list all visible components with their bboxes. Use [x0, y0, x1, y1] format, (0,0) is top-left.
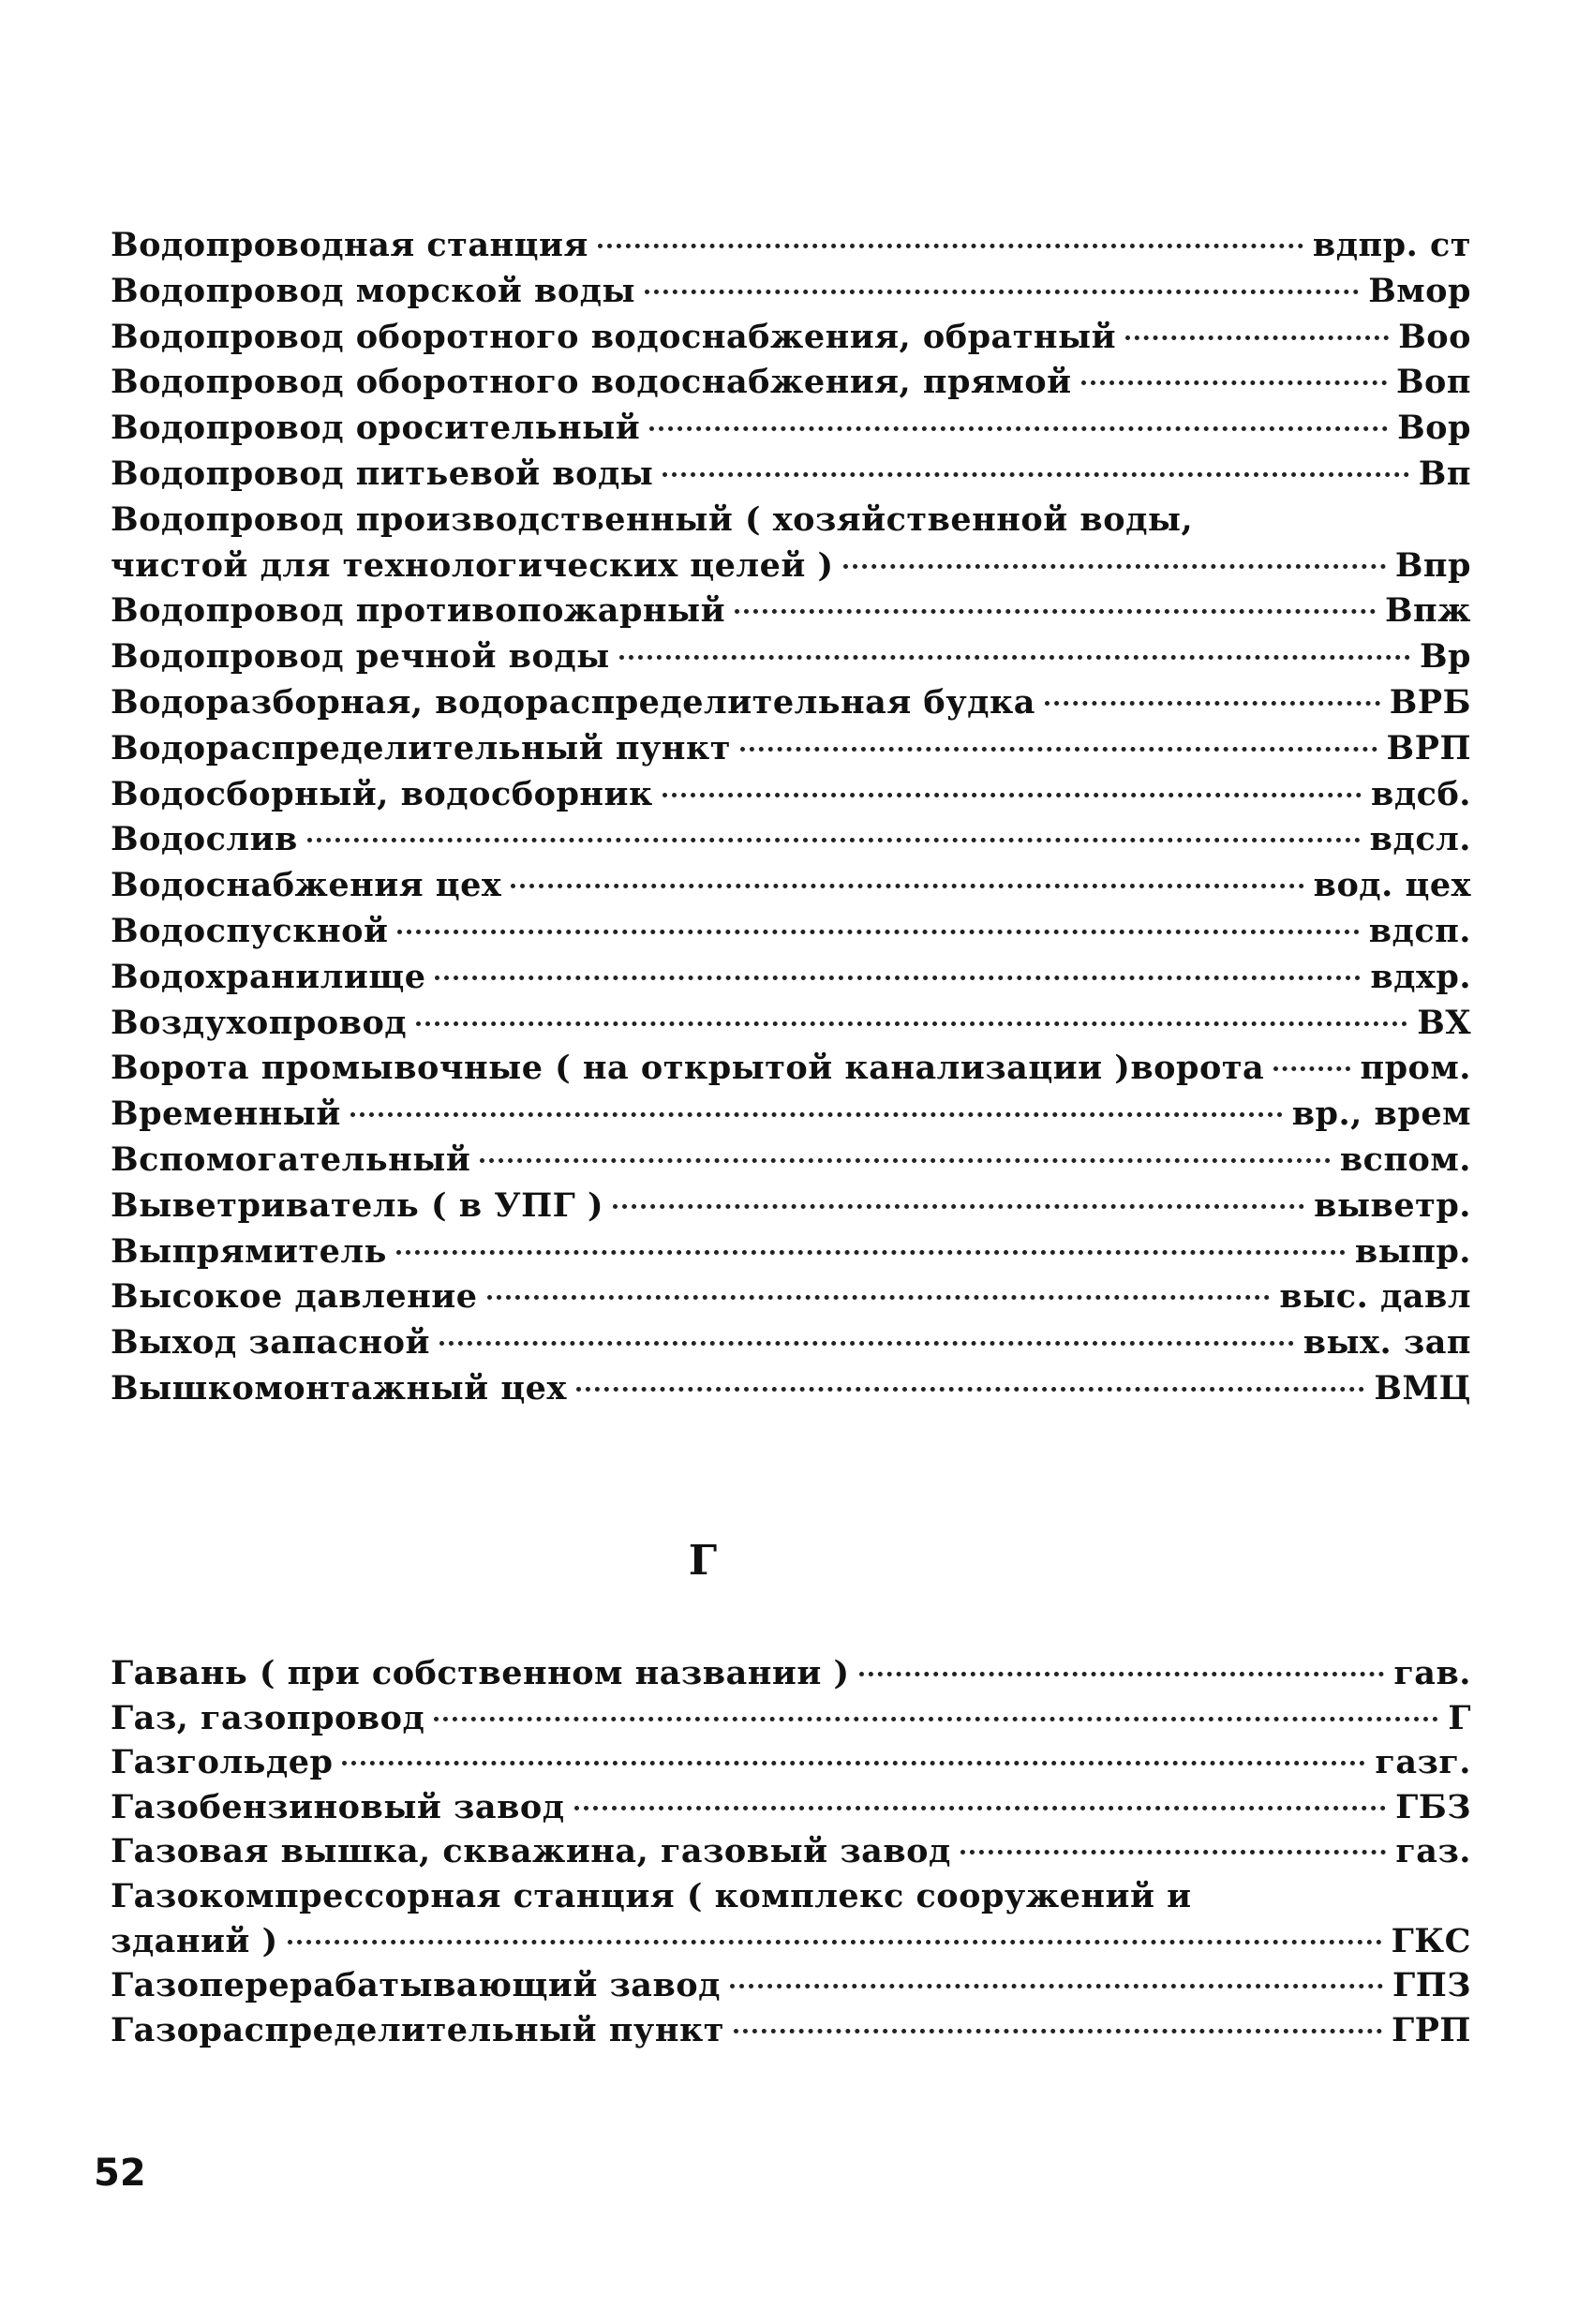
- entry-term: Газоперерабатывающий завод: [111, 1966, 721, 2005]
- entry-abbreviation: вспом.: [1339, 1140, 1471, 1179]
- glossary-entry: [111, 498, 1471, 544]
- entry-abbreviation: Воо: [1398, 317, 1471, 356]
- entry-abbreviation: ГПЗ: [1392, 1966, 1471, 2005]
- dot-leader: [396, 1250, 1346, 1255]
- entry-abbreviation: газг.: [1375, 1743, 1471, 1782]
- entry-abbreviation: Впр: [1394, 545, 1471, 585]
- dot-leader: [613, 1204, 1304, 1209]
- dot-leader: [1045, 701, 1380, 706]
- entry-term: Высокое давление: [111, 1277, 478, 1317]
- glossary-entry: [111, 772, 1471, 818]
- entry-abbreviation: ГРП: [1391, 2010, 1471, 2049]
- entry-term: Водопровод противопожарный: [111, 591, 726, 631]
- entry-abbreviation: ВМЦ: [1374, 1368, 1471, 1408]
- entry-term: Временный: [111, 1095, 341, 1134]
- dot-leader: [649, 426, 1388, 431]
- section-g-list: [111, 1651, 1471, 2052]
- glossary-entry: [111, 1092, 1471, 1138]
- glossary-entry: [111, 269, 1471, 315]
- glossary-entry: [111, 955, 1471, 1001]
- entry-term: Водопровод оборотного водоснабжения, обратный: [111, 317, 1117, 356]
- entry-abbreviation: выс. давл: [1279, 1277, 1471, 1317]
- glossary-entry: [111, 544, 1471, 589]
- glossary-entry: [111, 406, 1471, 452]
- entry-abbreviation: Впж: [1384, 591, 1471, 631]
- glossary-entry: [111, 1138, 1471, 1184]
- entry-term: Водопровод морской воды: [111, 271, 636, 310]
- entry-abbreviation: вдпр. ст: [1312, 226, 1471, 264]
- entry-abbreviation: вых. зап: [1303, 1323, 1471, 1363]
- entry-term: чистой для технологических целей ): [111, 545, 834, 585]
- glossary-entry: [111, 2008, 1471, 2053]
- entry-abbreviation: вод. цех: [1313, 866, 1471, 905]
- dot-leader: [663, 472, 1408, 477]
- glossary-entry: [111, 1184, 1471, 1229]
- entry-term: Гавань ( при собственном названии ): [111, 1654, 850, 1692]
- glossary-entry: [111, 1229, 1471, 1275]
- dot-leader: [416, 1021, 1407, 1026]
- entry-abbreviation: газ.: [1395, 1832, 1471, 1871]
- entry-term: Ворота промывочные ( на открытой канализации )ворота: [111, 1049, 1265, 1088]
- glossary-entry: [111, 1963, 1471, 2008]
- dot-leader: [480, 1158, 1331, 1163]
- glossary-entry: [111, 726, 1471, 772]
- entry-term: Вышкомонтажный цех: [111, 1368, 567, 1408]
- entry-abbreviation: ГБЗ: [1395, 1787, 1471, 1826]
- entry-term: Водоснабжения цех: [111, 866, 502, 905]
- entry-abbreviation: ВРБ: [1389, 682, 1471, 722]
- glossary-entry: [111, 1366, 1471, 1412]
- dot-leader: [511, 884, 1303, 888]
- entry-term: Газовая вышка, скважина, газовый завод: [111, 1832, 951, 1871]
- dot-leader: [342, 1761, 1365, 1765]
- section-letter-g: Г: [688, 1537, 718, 1585]
- entry-term: Водопровод питьевой воды: [111, 454, 654, 493]
- glossary-entry: [111, 1785, 1471, 1830]
- dot-leader: [843, 564, 1386, 569]
- dot-leader: [1125, 335, 1389, 340]
- entry-term: Водопровод производственный ( хозяйственной воды,: [111, 499, 1194, 539]
- page-number: 52: [94, 2152, 146, 2195]
- dot-leader: [735, 609, 1376, 614]
- entry-term: Водохранилище: [111, 957, 426, 996]
- glossary-entry: [111, 223, 1471, 269]
- dot-leader: [307, 838, 1361, 842]
- dot-leader: [487, 1295, 1271, 1300]
- entry-term: Газобензиновый завод: [111, 1787, 565, 1826]
- glossary-entry: [111, 1919, 1471, 1964]
- dot-leader: [576, 1387, 1365, 1392]
- entry-abbreviation: пром.: [1360, 1049, 1471, 1088]
- entry-abbreviation: выпр.: [1354, 1231, 1471, 1271]
- glossary-entry: [111, 909, 1471, 955]
- entry-term: Водопровод оросительный: [111, 409, 641, 448]
- dot-leader: [663, 793, 1362, 797]
- entry-term: Водосборный, водосборник: [111, 774, 653, 813]
- glossary-entry: [111, 817, 1471, 863]
- entry-term: Выветриватель ( в УПГ ): [111, 1185, 604, 1225]
- entry-abbreviation: вдсл.: [1369, 820, 1471, 859]
- dot-leader: [397, 930, 1359, 934]
- entry-abbreviation: Вор: [1397, 409, 1471, 448]
- glossary-entry: [111, 1696, 1471, 1741]
- dot-leader: [439, 1341, 1294, 1346]
- dot-leader: [288, 1940, 1382, 1944]
- entry-term: Водопровод речной воды: [111, 637, 610, 677]
- entry-term: Водораспределительный пункт: [111, 728, 731, 767]
- entry-term: Газгольдер: [111, 1743, 334, 1782]
- entry-term: Водопровод оборотного водоснабжения, прямой: [111, 363, 1072, 402]
- glossary-entry: [111, 863, 1471, 909]
- glossary-entry: [111, 360, 1471, 406]
- entry-term: Выпрямитель: [111, 1231, 387, 1271]
- dot-leader: [730, 1984, 1383, 1989]
- dot-leader: [734, 2029, 1382, 2034]
- entry-term: Водослив: [111, 820, 298, 859]
- entry-term: зданий ): [111, 1921, 278, 1960]
- entry-abbreviation: вдсб.: [1371, 774, 1471, 813]
- entry-term: Водопроводная станция: [111, 226, 588, 264]
- glossary-entry: [111, 680, 1471, 726]
- entry-abbreviation: Вр: [1419, 637, 1471, 677]
- entry-abbreviation: выветр.: [1314, 1185, 1471, 1225]
- glossary-entry: [111, 1320, 1471, 1366]
- entry-abbreviation: вдхр.: [1370, 957, 1471, 996]
- dot-leader: [859, 1672, 1385, 1676]
- entry-term: Водоразборная, водораспределительная будка: [111, 682, 1035, 722]
- entry-term: Газ, газопровод: [111, 1698, 425, 1737]
- glossary-entry: [111, 452, 1471, 498]
- entry-abbreviation: Вп: [1418, 454, 1471, 493]
- entry-term: Газокомпрессорная станция ( комплекс сооружений и: [111, 1876, 1192, 1915]
- glossary-entry: [111, 1274, 1471, 1320]
- entry-term: Воздухопровод: [111, 1003, 408, 1042]
- entry-abbreviation: ВХ: [1417, 1003, 1471, 1042]
- dot-leader: [1273, 1066, 1350, 1071]
- glossary-entry: [111, 1046, 1471, 1092]
- dot-leader: [960, 1850, 1387, 1855]
- entry-abbreviation: ВРП: [1386, 728, 1471, 767]
- glossary-entry: [111, 634, 1471, 680]
- entry-term: Водоспускной: [111, 911, 389, 950]
- dot-leader: [598, 244, 1303, 248]
- entry-term: Выход запасной: [111, 1323, 430, 1363]
- entry-abbreviation: вдсп.: [1368, 911, 1471, 950]
- glossary-entry: [111, 315, 1471, 361]
- entry-abbreviation: Г: [1448, 1698, 1471, 1737]
- entry-abbreviation: вр., врем: [1291, 1095, 1471, 1134]
- glossary-entry: [111, 1874, 1471, 1919]
- dot-leader: [740, 747, 1377, 752]
- section-v-list: [111, 223, 1471, 1412]
- dot-leader: [350, 1112, 1283, 1117]
- entry-abbreviation: гав.: [1393, 1654, 1471, 1692]
- dot-leader: [434, 1717, 1438, 1721]
- dot-leader: [645, 290, 1359, 294]
- glossary-entry: [111, 588, 1471, 634]
- dot-leader: [619, 655, 1410, 660]
- entry-abbreviation: Вмор: [1368, 271, 1471, 310]
- entry-abbreviation: Воп: [1395, 363, 1471, 402]
- entry-abbreviation: ГКС: [1391, 1921, 1471, 1960]
- entry-term: Газораспределительный пункт: [111, 2010, 724, 2049]
- entry-term: Вспомогательный: [111, 1140, 471, 1179]
- glossary-entry: [111, 1001, 1471, 1047]
- dot-leader: [435, 976, 1361, 980]
- glossary-entry: [111, 1740, 1471, 1785]
- dot-leader: [1081, 380, 1387, 385]
- glossary-entry: [111, 1829, 1471, 1874]
- glossary-entry: [111, 1651, 1471, 1696]
- dot-leader: [574, 1806, 1387, 1810]
